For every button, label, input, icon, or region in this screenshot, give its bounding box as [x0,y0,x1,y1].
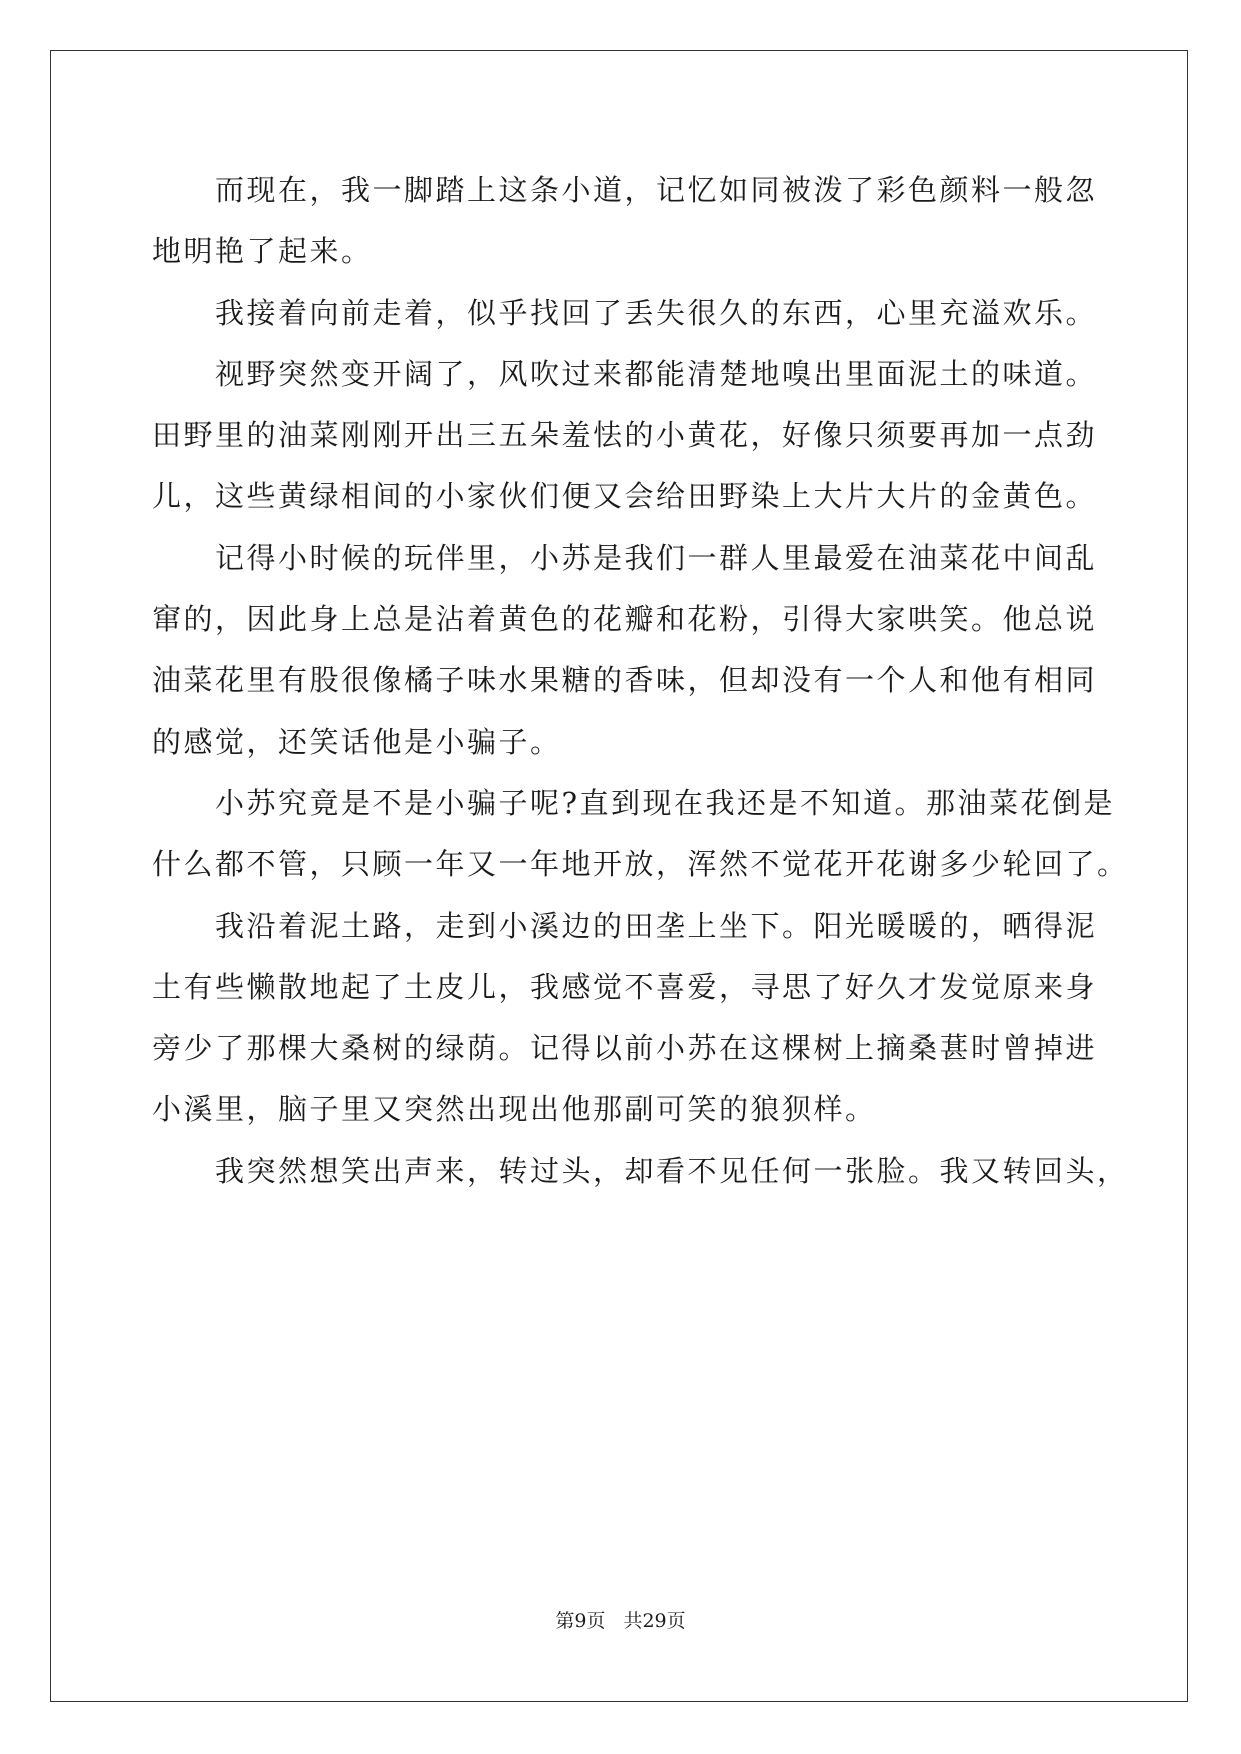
text-line: 什么都不管，只顾一年又一年地开放，浑然不觉花开花谢多少轮回了。 [152,847,1129,882]
text-line: 地明艳了起来。 [152,234,373,269]
text-line: 油菜花里有股很像橘子味水果糖的香味，但却没有一个人和他有相同 [152,663,1098,698]
text-line: 而现在，我一脚踏上这条小道，记忆如同被泼了彩色颜料一般忽 [215,173,1098,207]
page-footer [0,1606,1241,1633]
text-line: 记得小时候的玩伴里，小苏是我们一群人里最爱在油菜花中间乱 [215,540,1098,575]
text-line: 窜的，因此身上总是沾着黄色的花瓣和花粉，引得大家哄笑。他总说 [152,602,1098,637]
page-number: 第9页 [555,1610,606,1632]
text-line: 旁少了那棵大桑树的绿荫。记得以前小苏在这棵树上摘桑葚时曾掉进 [152,1031,1098,1066]
page-total: 共29页 [623,1610,686,1632]
document-body [152,160,1129,1202]
text-line: 小苏究竟是不是小骗子呢?直到现在我还是不知道。那油菜花倒是 [215,785,1116,820]
text-line: 我接着向前走着，似乎找回了丢失很久的东西，心里充溢欢乐。 [215,295,1098,330]
text-line: 土有些懒散地起了土皮儿，我感觉不喜爱，寻思了好久才发觉原来身 [152,969,1098,1004]
text-line: 儿，这些黄绿相间的小家伙们便又会给田野染上大片大片的金黄色。 [152,479,1098,514]
text-line: 我沿着泥土路，走到小溪边的田垄上坐下。阳光暖暖的，晒得泥 [215,908,1098,943]
text-line: 我突然想笑出声来，转过头，却看不见任何一张脸。我又转回头， [215,1153,1129,1188]
text-line: 视野突然变开阔了，风吹过来都能清楚地嗅出里面泥土的味道。 [215,356,1098,391]
text-line: 小溪里，脑子里又突然出现出他那副可笑的狼狈样。 [152,1092,877,1127]
text-line: 的感觉，还笑话他是小骗子。 [152,724,562,759]
text-line: 田野里的油菜刚刚开出三五朵羞怯的小黄花，好像只须要再加一点劲 [152,418,1098,453]
